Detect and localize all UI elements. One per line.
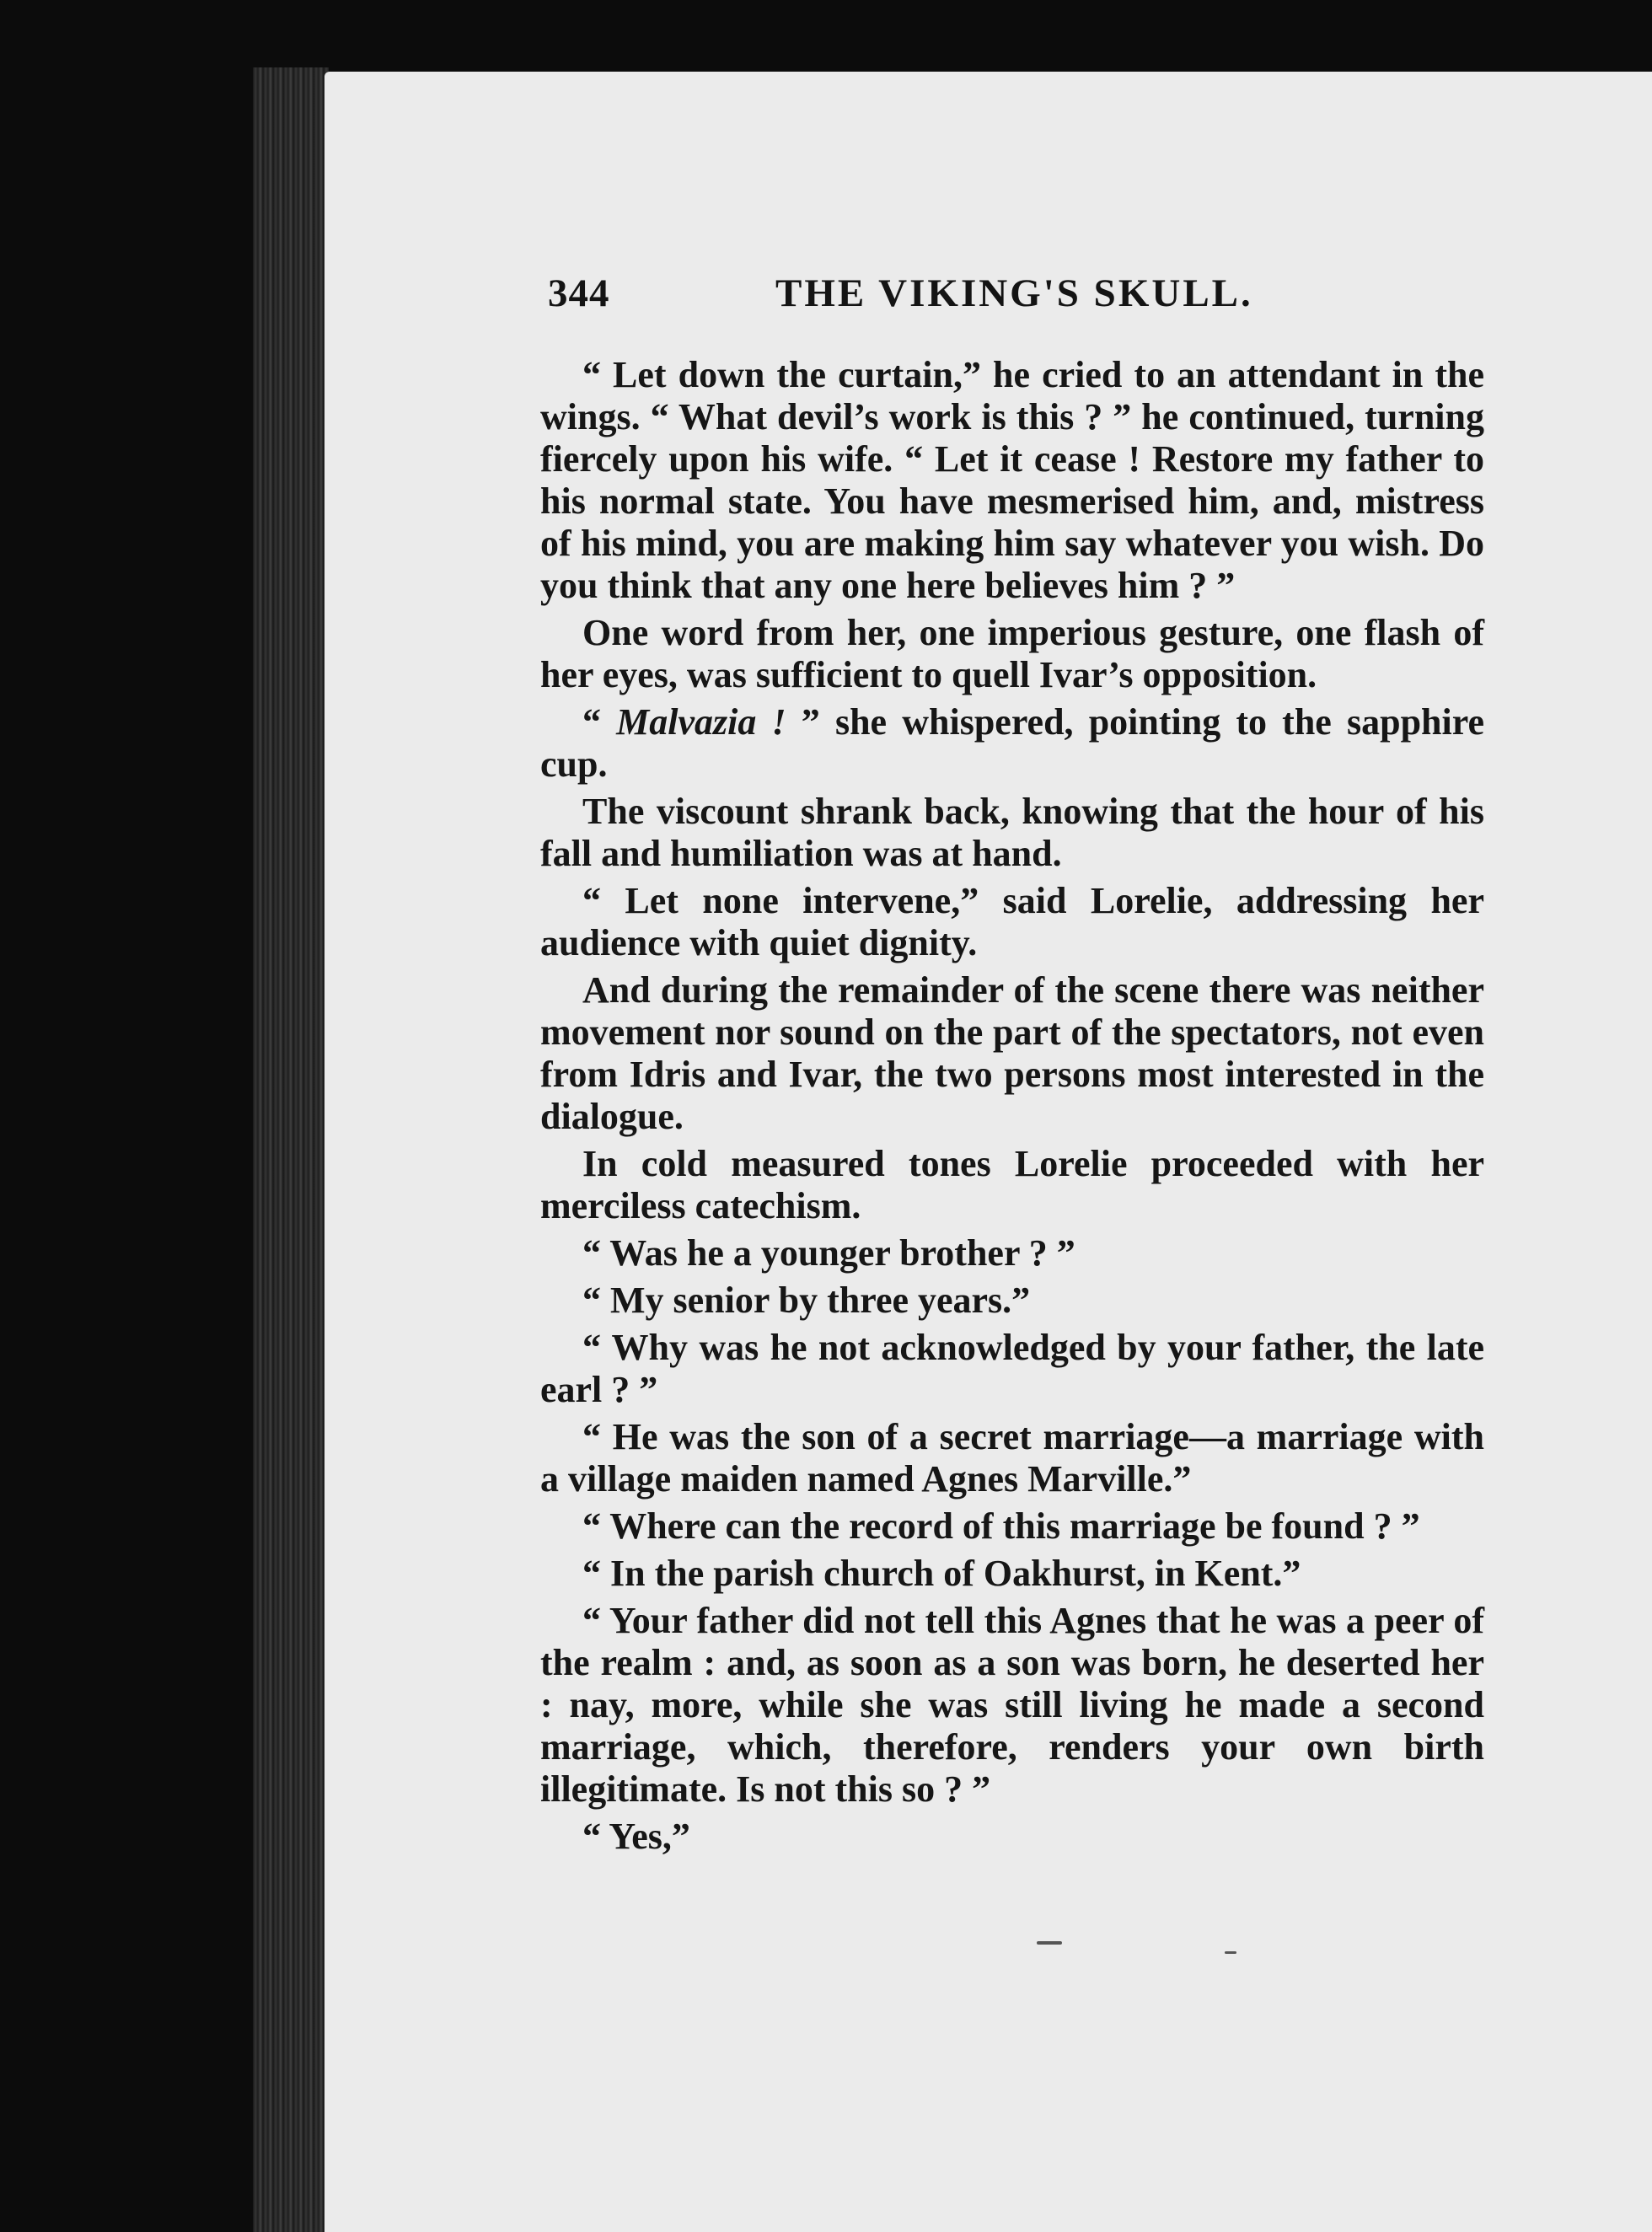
scan-speck [1225,1951,1236,1954]
open-quote: “ [582,701,617,743]
paragraph: “ Your father did not tell this Agnes that he was a peer of the realm : and, as soon as a son was born, he deserted her : nay, more, while she was still living he made a second marriage, which, therefore, renders your own birth illegitimate. Is not this so ? ” [540,1600,1484,1810]
paragraph: “ In the parish church of Oakhurst, in Kent.” [582,1553,1301,1594]
book-page [324,72,1652,2232]
paragraph: “ My senior by three years.” [582,1280,1031,1321]
paragraph-rest: ” she whispered, pointing to the sapphire cup. [540,701,1484,785]
paragraph: In cold measured tones Lorelie proceeded with her merciless catechism. [540,1143,1484,1226]
page-header [548,271,1635,338]
text-body [540,354,1484,1858]
paragraph: The viscount shrank back, knowing that the hour of his fall and humiliation was at hand. [540,791,1484,874]
page-number: 344 [548,271,610,315]
paragraph: “ Why was he not acknowledged by your father, the late earl ? ” [540,1327,1484,1410]
scan-speck [1037,1941,1062,1945]
paragraph: One word from her, one imperious gesture, one flash of her eyes, was sufficient to quell Ivar’s opposition. [540,612,1484,695]
paragraph: And during the remainder of the scene there was neither movement nor sound on the part of the spectators, not even from Idris and Ivar, the two persons most interested in the dialogue. [540,969,1484,1137]
paragraph: “ Let none intervene,” said Lorelie, addressing her audience with quiet dignity. [540,880,1484,963]
paragraph: “ Let down the curtain,” he cried to an attendant in the wings. “ What devil’s work is this ? ” he continued, turning fiercely upon his wife. “ Let it cease ! Restore my father to his normal state. You have mesmerised him, and, mistress of his mind, you are making him say whatever you wish. Do you think that any one here believes him ? ” [540,354,1484,606]
paragraph: “ Where can the record of this marriage be found ? ” [582,1505,1420,1547]
paragraph: “ Was he a younger brother ? ” [582,1232,1075,1274]
book-page-edges [253,67,329,2232]
paragraph: “ He was the son of a secret marriage—a marriage with a village maiden named Agnes Marville.” [540,1416,1484,1500]
paragraph: “ Yes,” [582,1816,690,1857]
running-title: THE VIKING'S SKULL. [775,271,1253,315]
italic-word: Malvazia ! [616,701,786,743]
paragraph [540,701,1484,786]
